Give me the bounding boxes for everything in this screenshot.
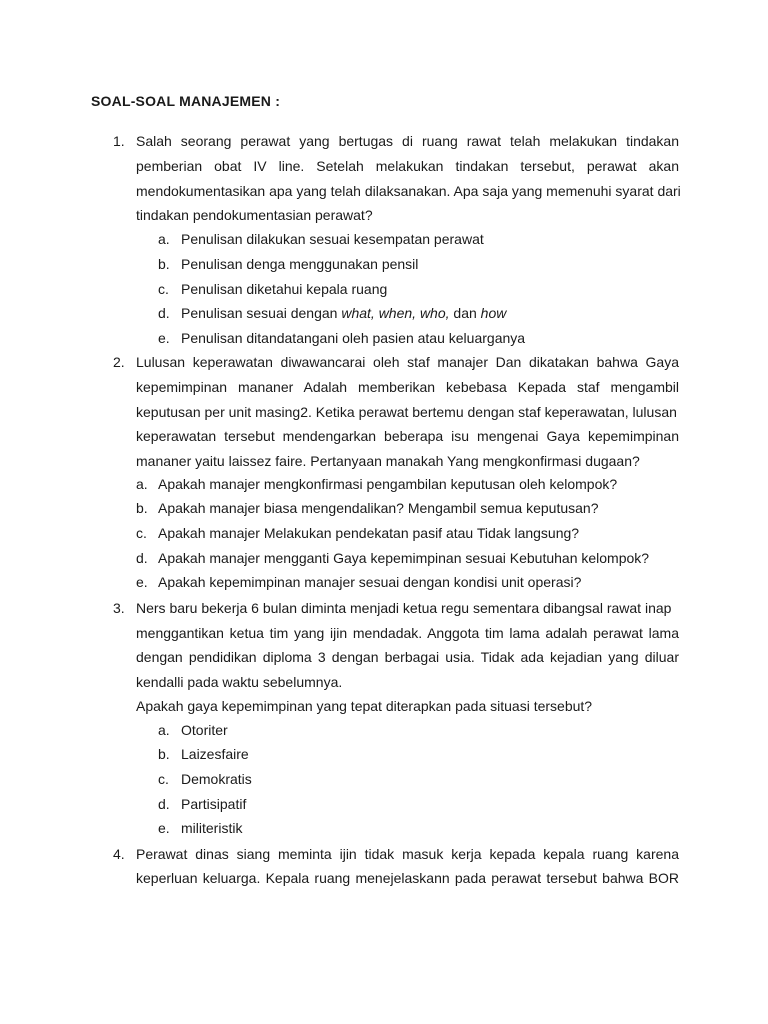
option-text-italic: how: [480, 305, 507, 321]
question-line: pemberian obat IV line. Setelah melakukan tindakan tersebut, perawat akan: [136, 158, 679, 174]
question-line: Ners baru bekerja 6 bulan diminta menjadi ketua regu sementara dibangsal rawat inap: [136, 600, 672, 616]
option-text: militeristik: [181, 820, 243, 836]
option-text: Apakah manajer mengkonfirmasi pengambilan keputusan oleh kelompok?: [158, 476, 618, 492]
option-letter: e.: [158, 820, 170, 836]
option-text: Otoriter: [181, 722, 228, 738]
option-text: Apakah manajer mengganti Gaya kepemimpinan sesuai Kebutuhan kelompok?: [158, 550, 650, 566]
option-letter: e.: [136, 574, 148, 590]
question-line: Perawat dinas siang meminta ijin tidak masuk kerja kepada kepala ruang karena: [136, 846, 679, 862]
option-text-part: Penulisan sesuai dengan: [181, 305, 342, 321]
question-line: mendokumentasikan apa yang telah dilaksanakan. Apa saja yang memenuhi syarat dari: [136, 183, 681, 199]
option-letter: e.: [158, 330, 170, 346]
question-line: Salah seorang perawat yang bertugas di ruang rawat telah melakukan tindakan: [136, 133, 679, 149]
option-text: Apakah manajer Melakukan pendekatan pasif atau Tidak langsung?: [158, 525, 580, 541]
question-line: kendalli pada waktu sebelumnya.: [136, 674, 343, 690]
option-letter: c.: [158, 771, 169, 787]
option-letter: b.: [158, 256, 170, 272]
option-letter: d.: [136, 550, 148, 566]
option-text: Apakah manajer biasa mengendalikan? Mengambil semua keputusan?: [158, 500, 599, 516]
option-text: Apakah kepemimpinan manajer sesuai dengan kondisi unit operasi?: [158, 574, 582, 590]
question-number: 4.: [113, 846, 125, 862]
option-text-italic: what, when, who,: [341, 305, 450, 321]
option-text: [181, 305, 506, 321]
option-text: Penulisan diketahui kepala ruang: [181, 281, 388, 297]
question-number: 2.: [113, 354, 125, 370]
question-number: 3.: [113, 600, 125, 616]
question-line: keperawatan tersebut mendengarkan beberapa isu mengenai Gaya kepemimpinan: [136, 428, 679, 444]
option-letter: a.: [158, 722, 170, 738]
question-line: keputusan per unit masing2. Ketika perawat bertemu dengan staf keperawatan, lulusan: [136, 404, 677, 420]
option-letter: d.: [158, 305, 170, 321]
option-letter: b.: [158, 746, 170, 762]
page-title: SOAL-SOAL MANAJEMEN :: [91, 93, 281, 109]
option-text: Penulisan dilakukan sesuai kesempatan perawat: [181, 231, 484, 247]
question-line: menggantikan ketua tim yang ijin mendadak. Anggota tim lama adalah perawat lama: [136, 625, 679, 641]
question-number: 1.: [113, 133, 125, 149]
option-text: Laizesfaire: [181, 746, 249, 762]
question-line: Apakah gaya kepemimpinan yang tepat diterapkan pada situasi tersebut?: [136, 698, 593, 714]
question-line: mananer yaitu laissez faire. Pertanyaan manakah Yang mengkonfirmasi dugaan?: [136, 453, 640, 469]
option-text: Penulisan ditandatangani oleh pasien atau keluarganya: [181, 330, 526, 346]
option-text-part: dan: [449, 305, 481, 321]
question-line: tindakan pendokumentasian perawat?: [136, 207, 373, 223]
option-letter: b.: [136, 500, 148, 516]
option-text: Demokratis: [181, 771, 252, 787]
option-letter: a.: [158, 231, 170, 247]
option-letter: a.: [136, 476, 148, 492]
option-text: Penulisan denga menggunakan pensil: [181, 256, 419, 272]
question-line: dengan pendidikan diploma 3 dengan berbagai usia. Tidak ada kejadian yang diluar: [136, 649, 679, 665]
option-text: Partisipatif: [181, 796, 247, 812]
question-line: Lulusan keperawatan diwawancarai oleh staf manajer Dan dikatakan bahwa Gaya: [136, 354, 679, 370]
question-line: keperluan keluarga. Kepala ruang menejelaskann pada perawat tersebut bahwa BOR: [136, 870, 679, 886]
option-letter: d.: [158, 796, 170, 812]
option-letter: c.: [136, 525, 147, 541]
question-line: kepemimpinan mananer Adalah memberikan kebebasa Kepada staf mengambil: [136, 379, 679, 395]
option-letter: c.: [158, 281, 169, 297]
